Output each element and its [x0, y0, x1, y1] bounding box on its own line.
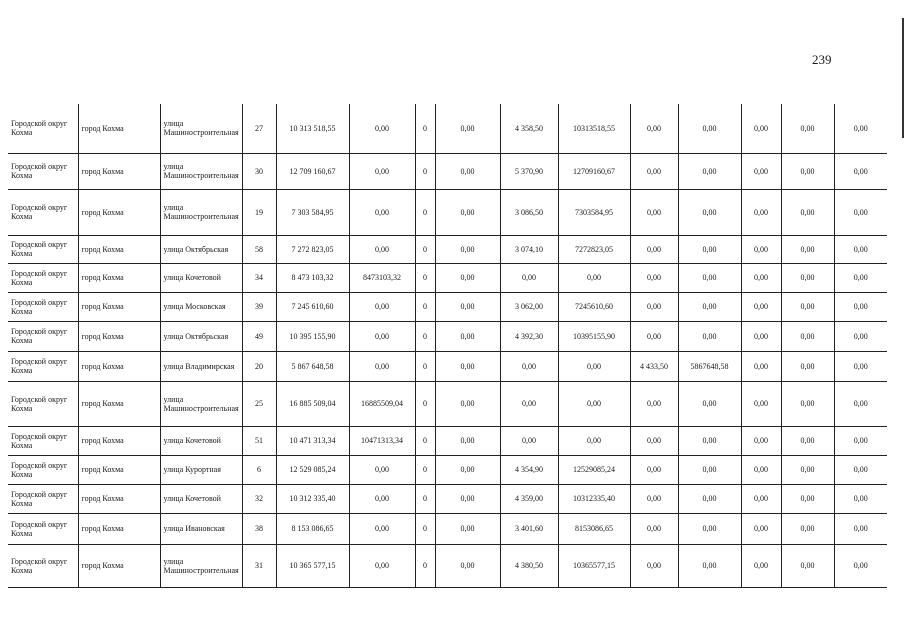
cell-cost-col-4: 0,00	[435, 189, 500, 235]
cell-area-col-2: 0,00	[630, 544, 678, 587]
cell-cost-col-10: 0,00	[781, 235, 834, 263]
cell-cost-col-9: 0,00	[741, 455, 781, 484]
cell-cost-col-6: 0,00	[558, 426, 630, 455]
cell-cost-col-10: 0,00	[781, 426, 834, 455]
cell-cost-col-4: 0,00	[435, 426, 500, 455]
cell-cost-col-6: 12709160,67	[558, 153, 630, 189]
page-number: 239	[812, 52, 832, 67]
cell-cost-col-2: 0,00	[349, 189, 415, 235]
cell-total-cost: 8 473 103,32	[276, 263, 349, 292]
cell-street: улица Октябрьская	[160, 235, 242, 263]
cell-cost-col-2: 0,00	[349, 292, 415, 321]
cell-cost-col-2: 16885509,04	[349, 381, 415, 426]
table-row	[8, 189, 887, 235]
cell-cost-col-4: 0,00	[435, 544, 500, 587]
cell-municipality: Городской округ Кохма	[8, 189, 78, 235]
cell-street: улица Машиностроительная	[160, 381, 242, 426]
cell-house-number: 20	[242, 351, 276, 381]
cell-area-col-2: 0,00	[630, 381, 678, 426]
cell-cost-col-8: 0,00	[678, 263, 741, 292]
cell-total-cost: 16 885 509,04	[276, 381, 349, 426]
cell-area-col: 3 074,10	[500, 235, 558, 263]
table-row	[8, 426, 887, 455]
cell-cost-col-4: 0,00	[435, 321, 500, 351]
cell-cost-col-8: 0,00	[678, 104, 741, 153]
cell-house-number: 39	[242, 292, 276, 321]
cell-cost-col-6: 10312335,40	[558, 484, 630, 513]
cell-municipality: Городской округ Кохма	[8, 484, 78, 513]
cell-cost-col-2: 10471313,34	[349, 426, 415, 455]
cell-street: улица Кочетовой	[160, 263, 242, 292]
cell-cost-col-2: 0,00	[349, 351, 415, 381]
cell-cost-col-8: 0,00	[678, 189, 741, 235]
cell-cost-col-4: 0,00	[435, 513, 500, 544]
cell-municipality: Городской округ Кохма	[8, 292, 78, 321]
cell-cost-col-8: 0,00	[678, 321, 741, 351]
cell-cost-col-10: 0,00	[781, 263, 834, 292]
cell-area-col: 0,00	[500, 351, 558, 381]
cell-street: улица Машиностроительная	[160, 544, 242, 587]
cell-cost-col-2: 0,00	[349, 153, 415, 189]
cell-house-number: 51	[242, 426, 276, 455]
cell-cost-col-8: 0,00	[678, 513, 741, 544]
table-row	[8, 235, 887, 263]
cell-cost-col-9: 0,00	[741, 153, 781, 189]
cell-area-col-2: 0,00	[630, 455, 678, 484]
cell-cost-col-6: 7245610,60	[558, 292, 630, 321]
cell-settlement: город Кохма	[78, 153, 160, 189]
cell-area-col-2: 0,00	[630, 104, 678, 153]
table-row	[8, 104, 887, 153]
cell-street: улица Машиностроительная	[160, 104, 242, 153]
cell-cost-col-6: 8153086,65	[558, 513, 630, 544]
cell-cost-col-11: 0,00	[834, 321, 887, 351]
cell-cost-col-9: 0,00	[741, 381, 781, 426]
cell-area-col: 5 370,90	[500, 153, 558, 189]
cell-settlement: город Кохма	[78, 321, 160, 351]
cell-total-cost: 5 867 648,58	[276, 351, 349, 381]
table-row	[8, 484, 887, 513]
cell-area-col-2: 4 433,50	[630, 351, 678, 381]
cell-cost-col-9: 0,00	[741, 263, 781, 292]
cell-cost-col-9: 0,00	[741, 104, 781, 153]
cell-cost-col-11: 0,00	[834, 104, 887, 153]
cell-cost-col-10: 0,00	[781, 189, 834, 235]
cell-total-cost: 10 312 335,40	[276, 484, 349, 513]
cell-street: улица Машиностроительная	[160, 153, 242, 189]
cell-count-col: 0	[415, 235, 435, 263]
cell-area-col: 3 086,50	[500, 189, 558, 235]
cell-settlement: город Кохма	[78, 189, 160, 235]
cell-cost-col-11: 0,00	[834, 263, 887, 292]
cell-municipality: Городской округ Кохма	[8, 235, 78, 263]
cell-cost-col-6: 12529085,24	[558, 455, 630, 484]
cell-cost-col-11: 0,00	[834, 484, 887, 513]
cell-cost-col-11: 0,00	[834, 381, 887, 426]
cell-area-col: 0,00	[500, 426, 558, 455]
cell-total-cost: 12 709 160,67	[276, 153, 349, 189]
cell-settlement: город Кохма	[78, 426, 160, 455]
cell-cost-col-9: 0,00	[741, 321, 781, 351]
cell-area-col: 0,00	[500, 381, 558, 426]
cell-cost-col-6: 10365577,15	[558, 544, 630, 587]
cell-cost-col-6: 0,00	[558, 351, 630, 381]
cell-cost-col-4: 0,00	[435, 484, 500, 513]
cell-cost-col-10: 0,00	[781, 455, 834, 484]
cell-cost-col-4: 0,00	[435, 104, 500, 153]
cell-area-col: 4 358,50	[500, 104, 558, 153]
cell-settlement: город Кохма	[78, 544, 160, 587]
cell-count-col: 0	[415, 321, 435, 351]
cell-total-cost: 10 471 313,34	[276, 426, 349, 455]
cell-cost-col-9: 0,00	[741, 484, 781, 513]
cell-settlement: город Кохма	[78, 351, 160, 381]
cell-cost-col-8: 0,00	[678, 544, 741, 587]
cell-street: улица Кочетовой	[160, 426, 242, 455]
cell-cost-col-6: 0,00	[558, 263, 630, 292]
cell-cost-col-4: 0,00	[435, 455, 500, 484]
cell-street: улица Машиностроительная	[160, 189, 242, 235]
cell-municipality: Городской округ Кохма	[8, 381, 78, 426]
cell-area-col-2: 0,00	[630, 484, 678, 513]
cell-total-cost: 7 245 610,60	[276, 292, 349, 321]
cell-cost-col-11: 0,00	[834, 351, 887, 381]
cell-cost-col-11: 0,00	[834, 153, 887, 189]
cell-cost-col-6: 0,00	[558, 381, 630, 426]
cell-area-col-2: 0,00	[630, 513, 678, 544]
cell-municipality: Городской округ Кохма	[8, 544, 78, 587]
cell-area-col-2: 0,00	[630, 189, 678, 235]
cell-total-cost: 10 365 577,15	[276, 544, 349, 587]
cell-total-cost: 7 272 823,05	[276, 235, 349, 263]
cell-settlement: город Кохма	[78, 292, 160, 321]
cell-count-col: 0	[415, 351, 435, 381]
cell-cost-col-9: 0,00	[741, 235, 781, 263]
cell-cost-col-8: 5867648,58	[678, 351, 741, 381]
cell-cost-col-8: 0,00	[678, 484, 741, 513]
cell-municipality: Городской округ Кохма	[8, 321, 78, 351]
cell-cost-col-4: 0,00	[435, 235, 500, 263]
cell-total-cost: 10 395 155,90	[276, 321, 349, 351]
cell-cost-col-6: 7272823,05	[558, 235, 630, 263]
cell-cost-col-11: 0,00	[834, 426, 887, 455]
cell-count-col: 0	[415, 426, 435, 455]
cell-total-cost: 8 153 086,65	[276, 513, 349, 544]
cell-cost-col-10: 0,00	[781, 292, 834, 321]
table-row	[8, 351, 887, 381]
cell-cost-col-11: 0,00	[834, 189, 887, 235]
cell-street: улица Московская	[160, 292, 242, 321]
cell-cost-col-8: 0,00	[678, 426, 741, 455]
cell-street: улица Курортная	[160, 455, 242, 484]
cell-count-col: 0	[415, 513, 435, 544]
cell-cost-col-6: 7303584,95	[558, 189, 630, 235]
cell-cost-col-9: 0,00	[741, 513, 781, 544]
cell-municipality: Городской округ Кохма	[8, 153, 78, 189]
cell-settlement: город Кохма	[78, 263, 160, 292]
cell-cost-col-4: 0,00	[435, 292, 500, 321]
cell-count-col: 0	[415, 104, 435, 153]
cell-house-number: 34	[242, 263, 276, 292]
cell-house-number: 49	[242, 321, 276, 351]
cell-house-number: 58	[242, 235, 276, 263]
cell-cost-col-2: 0,00	[349, 484, 415, 513]
cell-cost-col-6: 10395155,90	[558, 321, 630, 351]
cell-cost-col-11: 0,00	[834, 235, 887, 263]
table-row	[8, 455, 887, 484]
cell-house-number: 25	[242, 381, 276, 426]
cell-cost-col-10: 0,00	[781, 321, 834, 351]
cell-cost-col-8: 0,00	[678, 292, 741, 321]
cell-cost-col-10: 0,00	[781, 104, 834, 153]
cell-settlement: город Кохма	[78, 484, 160, 513]
cell-house-number: 38	[242, 513, 276, 544]
table-row	[8, 321, 887, 351]
cell-cost-col-2: 8473103,32	[349, 263, 415, 292]
table-row	[8, 544, 887, 587]
cell-count-col: 0	[415, 292, 435, 321]
cell-cost-col-9: 0,00	[741, 189, 781, 235]
cell-settlement: город Кохма	[78, 513, 160, 544]
cell-cost-col-2: 0,00	[349, 513, 415, 544]
cell-house-number: 32	[242, 484, 276, 513]
cell-cost-col-6: 10313518,55	[558, 104, 630, 153]
cell-cost-col-10: 0,00	[781, 513, 834, 544]
cell-cost-col-11: 0,00	[834, 513, 887, 544]
cell-total-cost: 7 303 584,95	[276, 189, 349, 235]
cell-total-cost: 12 529 085,24	[276, 455, 349, 484]
cell-cost-col-2: 0,00	[349, 455, 415, 484]
cell-cost-col-11: 0,00	[834, 292, 887, 321]
cell-cost-col-10: 0,00	[781, 153, 834, 189]
cell-cost-col-2: 0,00	[349, 544, 415, 587]
cell-settlement: город Кохма	[78, 381, 160, 426]
cell-area-col-2: 0,00	[630, 426, 678, 455]
cell-count-col: 0	[415, 153, 435, 189]
cell-municipality: Городской округ Кохма	[8, 263, 78, 292]
cell-house-number: 31	[242, 544, 276, 587]
cell-house-number: 27	[242, 104, 276, 153]
cell-municipality: Городской округ Кохма	[8, 513, 78, 544]
cell-cost-col-8: 0,00	[678, 381, 741, 426]
cell-cost-col-9: 0,00	[741, 544, 781, 587]
cell-count-col: 0	[415, 263, 435, 292]
cell-street: улица Кочетовой	[160, 484, 242, 513]
cell-area-col-2: 0,00	[630, 153, 678, 189]
cell-count-col: 0	[415, 189, 435, 235]
cell-count-col: 0	[415, 455, 435, 484]
cell-area-col: 3 401,60	[500, 513, 558, 544]
cell-count-col: 0	[415, 544, 435, 587]
scan-edge-line	[902, 18, 904, 138]
table-row	[8, 513, 887, 544]
cell-cost-col-10: 0,00	[781, 484, 834, 513]
cell-municipality: Городской округ Кохма	[8, 455, 78, 484]
cell-cost-col-4: 0,00	[435, 263, 500, 292]
cell-settlement: город Кохма	[78, 235, 160, 263]
cell-municipality: Городской округ Кохма	[8, 426, 78, 455]
cell-house-number: 30	[242, 153, 276, 189]
cell-house-number: 19	[242, 189, 276, 235]
cell-area-col: 0,00	[500, 263, 558, 292]
cell-total-cost: 10 313 518,55	[276, 104, 349, 153]
cell-cost-col-2: 0,00	[349, 104, 415, 153]
cell-cost-col-4: 0,00	[435, 351, 500, 381]
cell-area-col: 4 354,90	[500, 455, 558, 484]
table-row	[8, 381, 887, 426]
cell-area-col: 4 392,30	[500, 321, 558, 351]
cell-street: улица Ивановская	[160, 513, 242, 544]
cell-area-col: 3 062,00	[500, 292, 558, 321]
cell-cost-col-10: 0,00	[781, 351, 834, 381]
cell-cost-col-9: 0,00	[741, 351, 781, 381]
cell-cost-col-11: 0,00	[834, 544, 887, 587]
cell-count-col: 0	[415, 381, 435, 426]
table-row	[8, 292, 887, 321]
housing-registry-table	[8, 104, 887, 588]
cell-cost-col-8: 0,00	[678, 455, 741, 484]
cell-cost-col-9: 0,00	[741, 292, 781, 321]
cell-area-col: 4 380,50	[500, 544, 558, 587]
cell-cost-col-10: 0,00	[781, 544, 834, 587]
cell-street: улица Владимирская	[160, 351, 242, 381]
cell-area-col-2: 0,00	[630, 321, 678, 351]
cell-municipality: Городской округ Кохма	[8, 351, 78, 381]
cell-cost-col-10: 0,00	[781, 381, 834, 426]
cell-cost-col-2: 0,00	[349, 235, 415, 263]
table-row	[8, 153, 887, 189]
cell-municipality: Городской округ Кохма	[8, 104, 78, 153]
cell-cost-col-8: 0,00	[678, 153, 741, 189]
cell-cost-col-9: 0,00	[741, 426, 781, 455]
table-row	[8, 263, 887, 292]
cell-street: улица Октябрьская	[160, 321, 242, 351]
cell-area-col-2: 0,00	[630, 235, 678, 263]
cell-cost-col-4: 0,00	[435, 153, 500, 189]
cell-cost-col-4: 0,00	[435, 381, 500, 426]
cell-area-col: 4 359,00	[500, 484, 558, 513]
cell-area-col-2: 0,00	[630, 292, 678, 321]
cell-settlement: город Кохма	[78, 455, 160, 484]
cell-cost-col-8: 0,00	[678, 235, 741, 263]
cell-area-col-2: 0,00	[630, 263, 678, 292]
cell-count-col: 0	[415, 484, 435, 513]
cell-cost-col-11: 0,00	[834, 455, 887, 484]
cell-house-number: 6	[242, 455, 276, 484]
cell-cost-col-2: 0,00	[349, 321, 415, 351]
cell-settlement: город Кохма	[78, 104, 160, 153]
